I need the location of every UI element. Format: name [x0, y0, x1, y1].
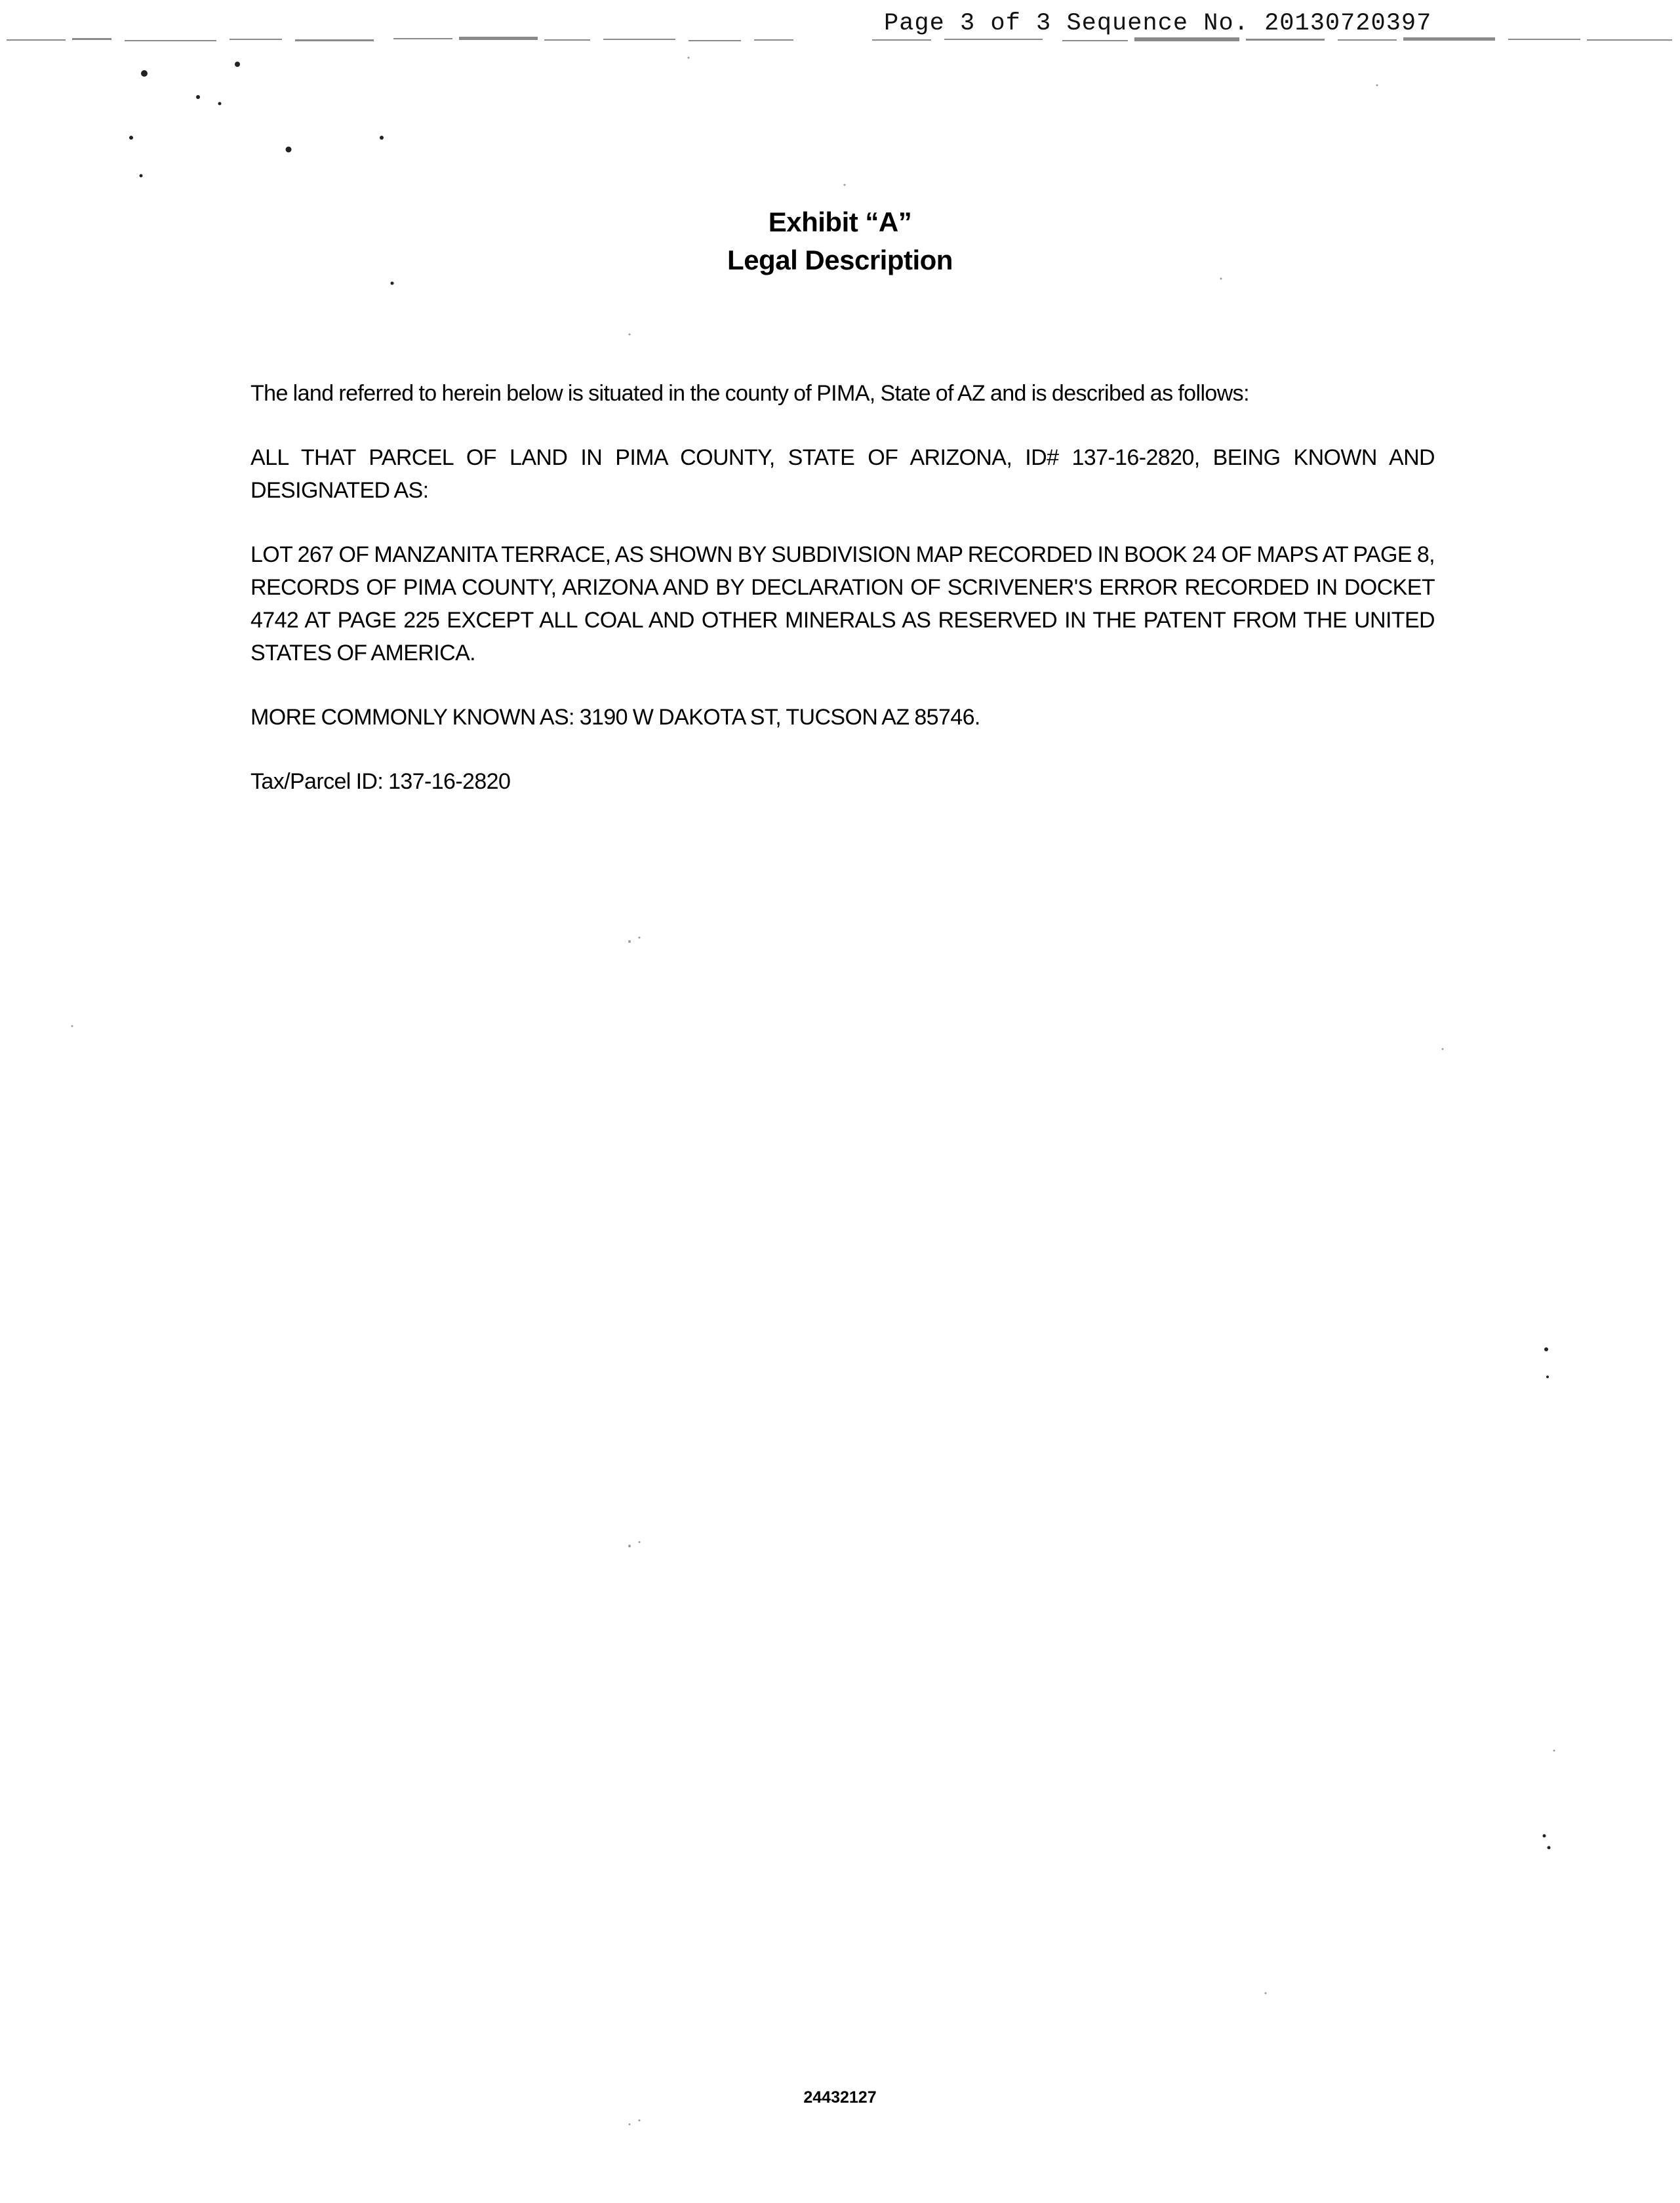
exhibit-title: Exhibit “A”	[768, 207, 912, 237]
tax-parcel-paragraph: Tax/Parcel ID: 137-16-2820	[250, 769, 511, 794]
legal-description-body	[250, 377, 1435, 829]
exhibit-subtitle: Legal Description	[727, 245, 953, 275]
lot-description-paragraph: LOT 267 OF MANZANITA TERRACE, AS SHOWN BY SUBDIVISION MAP RECORDED IN BOOK 24 OF MAPS AT PAGE 8, RECORDS OF PIMA COUNTY, ARIZONA AND BY DECLARATION OF SCRIVENER'S ERROR RECORDED IN DOCKET 4742 AT PAGE 225 EXCEPT ALL COAL AND OTHER MINERALS AS RESERVED IN THE PATENT FROM THE UNITED STATES OF AMERICA.	[250, 542, 1435, 665]
intro-paragraph: The land referred to herein below is situated in the county of PIMA, State of AZ and is described as follows:	[250, 381, 1249, 406]
document-number: 24432127	[803, 2088, 877, 2107]
exhibit-heading	[0, 203, 1680, 279]
parcel-paragraph: ALL THAT PARCEL OF LAND IN PIMA COUNTY, STATE OF ARIZONA, ID# 137-16-2820, BEING KNOWN AND DESIGNATED AS:	[250, 445, 1435, 503]
page-sequence-header: Page 3 of 3 Sequence No. 20130720397	[884, 10, 1432, 37]
address-paragraph: MORE COMMONLY KNOWN AS: 3190 W DAKOTA ST, TUCSON AZ 85746.	[250, 705, 980, 730]
